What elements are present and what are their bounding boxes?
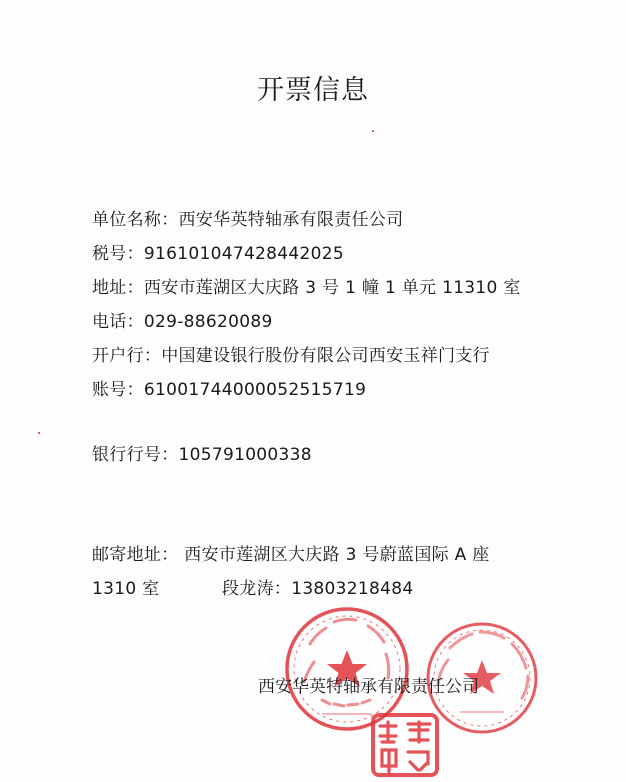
tax-id-line: 税号：916101047428442025 [92, 244, 344, 264]
red-speck [372, 130, 374, 132]
mail-address-line: 邮寄地址： 西安市莲湖区大庆路 3 号蔚蓝国际 A 座 [92, 545, 490, 565]
company-name-line: 单位名称：西安华英特轴承有限责任公司 [92, 210, 404, 230]
address-line: 地址：西安市莲湖区大庆路 3 号 1 幢 1 单元 11310 室 [92, 278, 521, 298]
account-line: 账号：61001744000052515719 [92, 380, 367, 400]
bank-line: 开户行：中国建设银行股份有限公司西安玉祥门支行 [92, 346, 490, 366]
red-speck [38, 432, 40, 434]
company-signature: 西安华英特轴承有限责任公司 [258, 677, 479, 697]
phone-line: 电话：029-88620089 [92, 312, 273, 332]
bank-code-line: 银行行号：105791000338 [92, 445, 312, 465]
contact-line: 段龙涛：13803218484 [222, 579, 414, 599]
document-title: 开票信息 [257, 75, 369, 106]
mail-room-line: 1310 室 [92, 579, 160, 599]
personal-seal-stamp [370, 712, 440, 778]
